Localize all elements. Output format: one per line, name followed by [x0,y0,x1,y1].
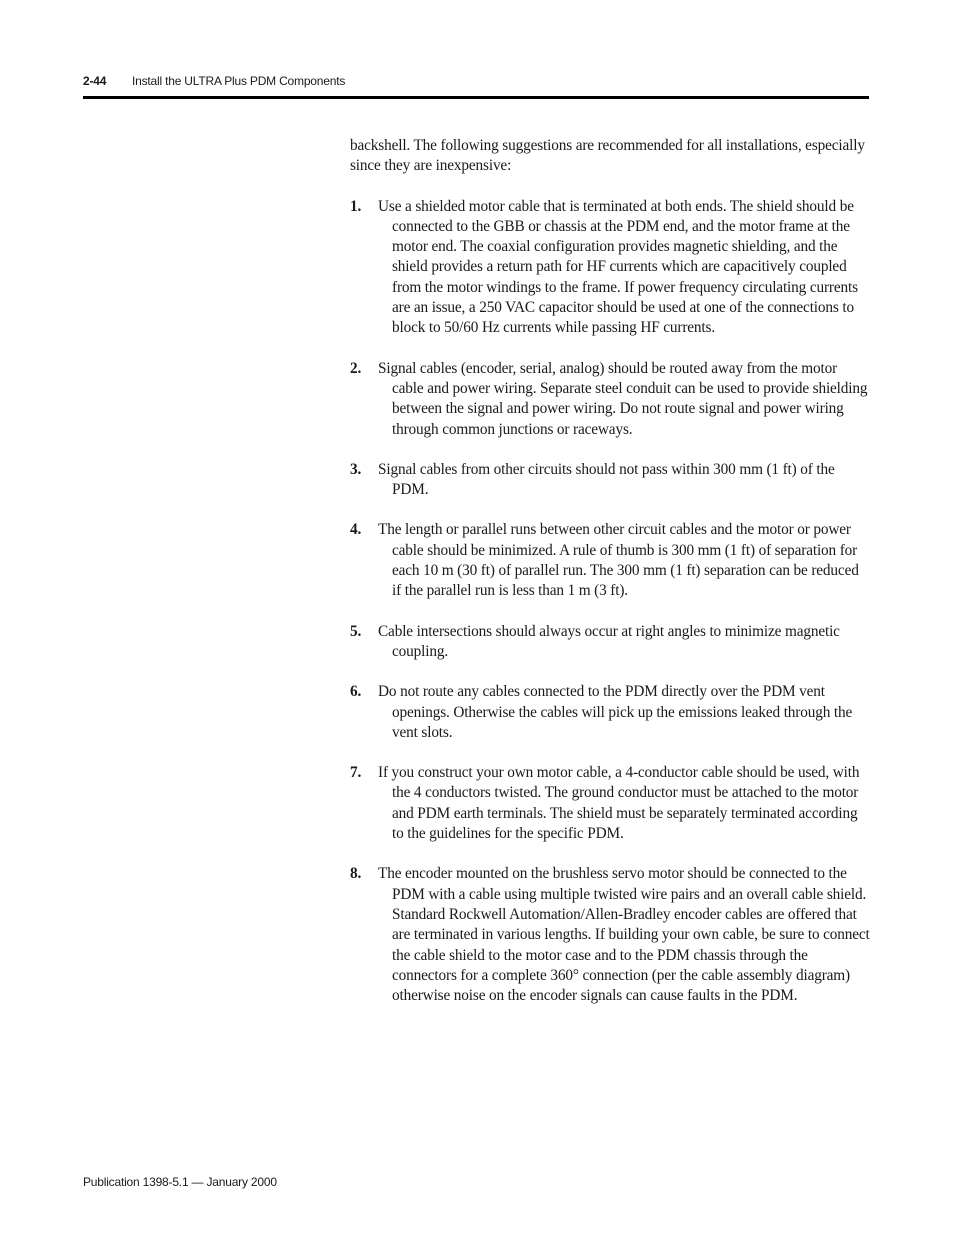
header-divider [83,96,869,99]
list-item-text: Do not route any cables connected to the PDM directly over the PDM vent openings. Otherwise the cables will pick up the emissions leaked through the vent slots. [378,683,853,741]
list-item [350,520,870,601]
list-item-number: 8. [350,865,362,883]
list-item-text: The length or parallel runs between other circuit cables and the motor or power cable should be minimized. A rule of thumb is 300 mm (1 ft) of separation for each 10 m (30 ft) of parallel run. The 300 mm (1 ft) separation can be reduced if the parallel run is less than 1 m (3 ft). [378,521,859,600]
recommendation-list [350,197,870,1007]
list-item-number: 4. [350,521,362,539]
list-item-number: 3. [350,460,362,478]
list-item-number: 7. [350,764,362,782]
chapter-title: Install the ULTRA Plus PDM Components [132,74,346,88]
list-item-text: Use a shielded motor cable that is terminated at both ends. The shield should be connected to the GBB or chassis at the PDM end, and the motor frame at the motor end. The coaxial configuration provides magnetic shielding, and the shield provides a return path for HF currents which are capacitively coupled from the motor windings to the frame. If power frequency circulating currents are an issue, a 250 VAC capacitor should be used at one of the connections to block to 50/60 Hz currents while passing HF currents. [378,197,858,337]
list-item-number: 6. [350,683,362,701]
list-item [350,359,870,440]
publication-footer: Publication 1398-5.1 — January 2000 [83,1175,277,1189]
list-item [350,197,870,339]
list-item-text: Signal cables from other circuits should not pass within 300 mm (1 ft) of the PDM. [378,460,835,499]
list-item-text: Cable intersections should always occur at right angles to minimize magnetic coupling. [378,622,840,660]
page-number: 2-44 [83,74,107,88]
list-item-number: 5. [350,622,362,640]
list-item [350,682,870,743]
list-item-text: Signal cables (encoder, serial, analog) should be routed away from the motor cable and power wiring. Separate steel conduit can be used to provide shielding between the signal and power wiring. Do not route signal and power wiring through common junctions or raceways. [378,359,868,438]
list-item [350,460,870,501]
list-item-number: 1. [350,197,362,215]
list-item-text: If you construct your own motor cable, a 4-conductor cable should be used, with the 4 conductors twisted. The ground conductor must be attached to the motor and PDM earth terminals. The shield must be separately terminated according to the guidelines for the specific PDM. [378,764,860,843]
intro-paragraph: backshell. The following suggestions are recommended for all installations, especially since they are inexpensive: [350,137,865,175]
list-item [350,864,870,1006]
list-item [350,622,870,663]
list-item-text: The encoder mounted on the brushless servo motor should be connected to the PDM with a cable using multiple twisted wire pairs and an overall cable shield. Standard Rockwell Automation/Allen-Bradley encoder cables are offered that are terminated in various lengths. If building your own cable, be sure to connect the cable shield to the motor case and to the PDM chassis through the connectors for a complete 360° connection (per the cable assembly diagram) otherwise noise on the encoder signals can cause faults in the PDM. [378,865,870,1005]
list-item [350,763,870,844]
main-content [350,136,870,1026]
list-item-number: 2. [350,359,362,377]
